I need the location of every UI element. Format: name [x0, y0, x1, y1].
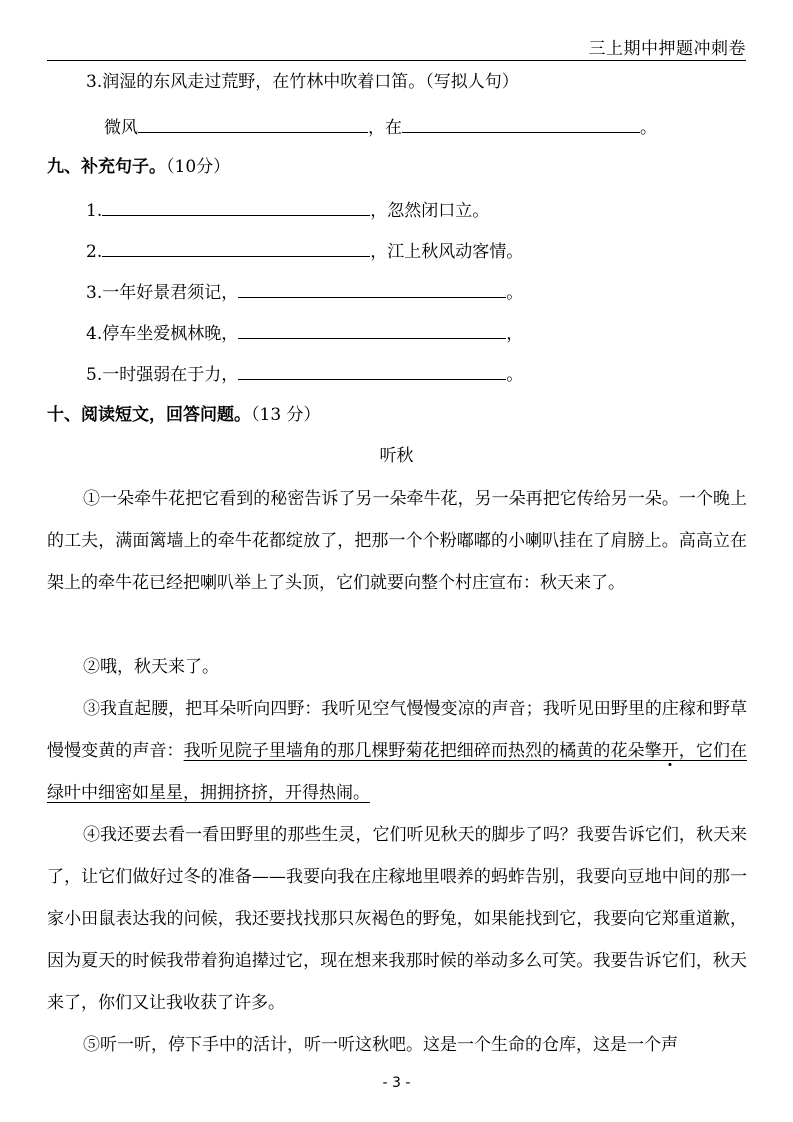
q8-item3-part1: 微风 [104, 118, 138, 138]
answer-blank[interactable] [102, 238, 370, 257]
item-suffix: ， [506, 324, 524, 344]
section9-item-2 [86, 238, 746, 264]
section9-heading [47, 155, 746, 179]
passage-title: 听秋 [379, 446, 414, 466]
item-prefix: 3.一年好景君须记， [86, 283, 239, 303]
dotted-character: 开 [661, 741, 679, 761]
q8-item3-part3: 。 [640, 118, 657, 138]
item-suffix: ，忽然闭口立。 [370, 201, 490, 221]
passage-paragraph-5: ⑤听一听，停下手中的活计，听一听这秋吧。这是一个生命的仓库，这是一个声 [83, 1035, 678, 1055]
answer-blank[interactable] [238, 279, 506, 298]
underlined-text-b: ，它们在绿叶中细密如星星，拥拥挤挤，开得热闹。 [47, 741, 748, 803]
item-prefix: 1. [86, 201, 103, 221]
page-number: - 3 - [382, 1075, 411, 1091]
q8-item3-prompt: 3.润湿的东风走过荒野，在竹林中吹着口笛。（写拟人句） [86, 72, 519, 92]
passage-paragraph-2: ②哦，秋天来了。 [83, 657, 219, 677]
passage-paragraph-1: ①一朵牵牛花把它看到的秘密告诉了另一朵牵牛花，另一朵再把它传给另一朵。一个晚上的工夫，满面篱墙上的牵牛花都绽放了，把那一个个粉嘟嘟的小喇叭挂在了肩膀上。高高立在架上的牵牛花已经把喇叭举上了头顶，它们就要向整个村庄宣布：秋天来了。 [47, 489, 747, 593]
section9-score: （10分） [166, 157, 231, 177]
answer-blank[interactable] [138, 114, 368, 133]
passage-paragraph-3 [47, 688, 747, 814]
section9-item-4 [86, 320, 746, 346]
section9-item-5 [86, 361, 746, 387]
item-prefix: 2. [86, 242, 103, 262]
q8-item3-answer-line [104, 114, 746, 140]
item-prefix: 5.一时强弱在于力， [86, 365, 239, 385]
answer-blank[interactable] [102, 197, 370, 216]
section9-item-1 [86, 197, 746, 223]
answer-blank[interactable] [238, 361, 506, 380]
item-suffix: 。 [506, 283, 524, 303]
item-suffix: ，江上秋风动客情。 [370, 242, 524, 262]
answer-blank[interactable] [402, 114, 640, 133]
underlined-text-a: 我听见院子里墙角的那几棵野菊花把细碎而热烈的橘黄的花朵擎 [183, 741, 662, 761]
q8-item3-part2: ，在 [368, 118, 402, 138]
answer-blank[interactable] [238, 320, 506, 339]
item-prefix: 4.停车坐爱枫林晚， [86, 324, 239, 344]
section10-score: （13 分） [251, 405, 321, 425]
paragraph-3-text: ③我直起腰，把耳朵听向四野：我听见空气慢慢变凉的声音；我听见田野里的庄稼和野草慢慢变黄的声音： [47, 699, 747, 761]
item-suffix: 。 [506, 365, 524, 385]
section9-item-3 [86, 279, 746, 305]
page-header [47, 34, 746, 61]
section10-heading [47, 403, 746, 427]
section10-title: 十、阅读短文，回答问题。 [47, 405, 251, 425]
section9-title: 九、补充句子。 [47, 157, 166, 177]
passage-paragraph-4: ④我还要去看一看田野里的那些生灵，它们听见秋天的脚步了吗？我要告诉它们，秋天来了，让它们做好过冬的准备——我要向我在庄稼地里喂养的蚂蚱告别，我要向豆地中间的那一家小田鼠表达我的问候，我还要找找那只灰褐色的野兔，如果能找到它，我要向它郑重道歉，因为夏天的时候我带着狗追撵过它，现在想来我那时候的举动多么可笑。我要告诉它们，秋天来了，你们又让我收获了许多。 [47, 825, 747, 1013]
header-title: 三上期中押题冲刺卷 [588, 39, 746, 59]
